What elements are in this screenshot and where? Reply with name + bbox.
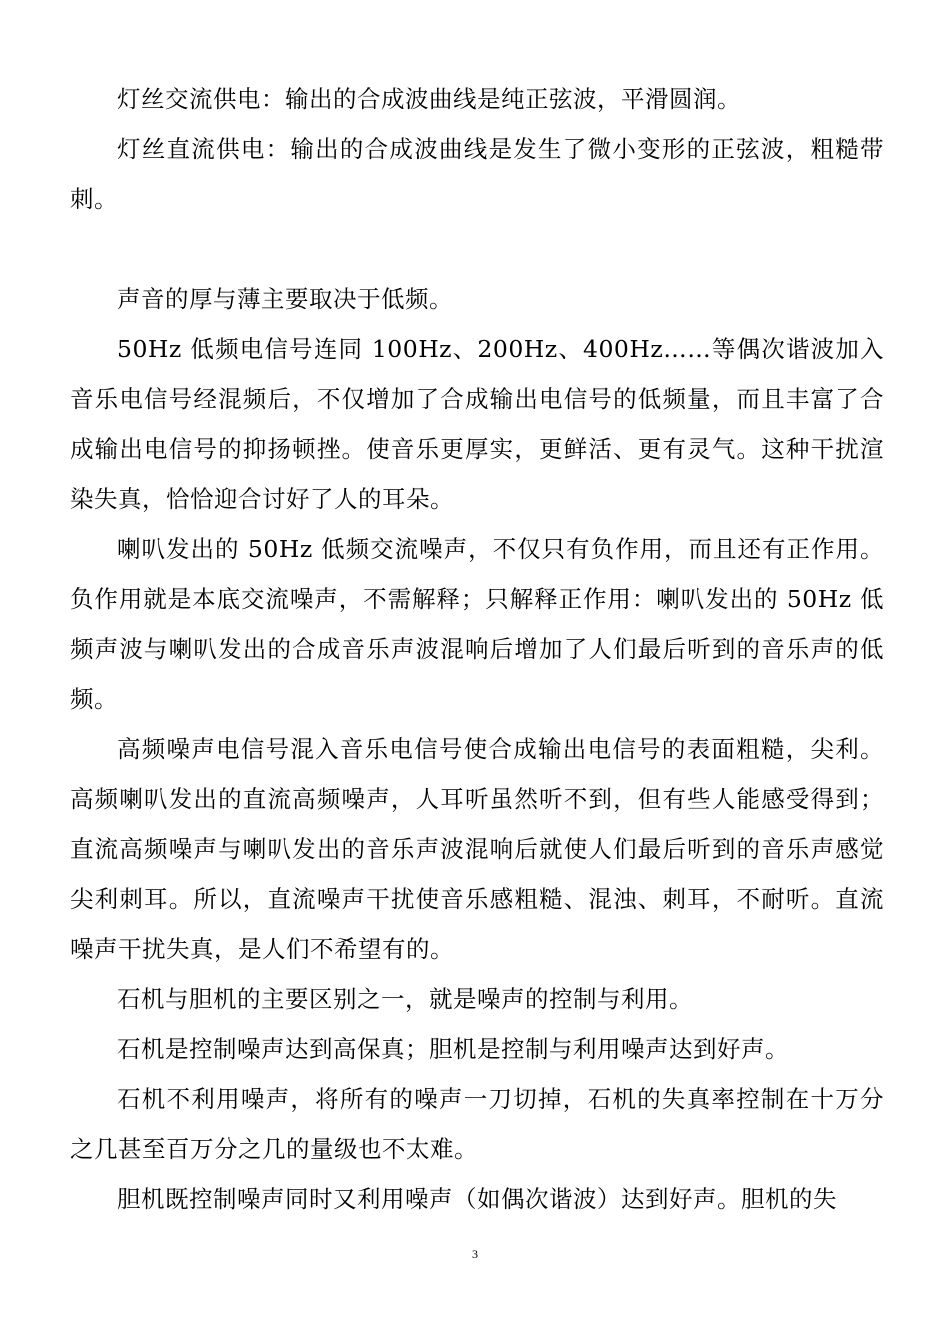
- paragraph-dc-filament: 灯丝直流供电：输出的合成波曲线是发生了微小变形的正弦波，粗糙带刺。: [70, 135, 884, 213]
- paragraph-tube-amp: 胆机既控制噪声同时又利用噪声（如偶次谐波）达到好声。胆机的失: [117, 1185, 837, 1213]
- paragraph-ac-filament: 灯丝交流供电：输出的合成波曲线是纯正弦波，平滑圆润。: [117, 85, 741, 113]
- paragraph-solid-state: 石机不利用噪声，将所有的噪声一刀切掉，石机的失真率控制在十万分之几甚至百万分之几的量级也不太难。: [70, 1085, 884, 1163]
- blank-line: [70, 224, 884, 274]
- paragraph-control-noise: 石机是控制噪声达到高保真；胆机是控制与利用噪声达到好声。: [117, 1035, 789, 1063]
- paragraph-harmonics: 50Hz 低频电信号连同 100Hz、200Hz、400Hz……等偶次谐波加入音乐电信号经混频后，不仅增加了合成输出电信号的低频量，而且丰富了合成输出电信号的抑扬顿挫。使音乐更厚实，更鲜活、更有灵气。这种干扰渲染失真，恰恰迎合讨好了人的耳朵。: [70, 335, 884, 513]
- document-body: [70, 74, 884, 1224]
- paragraph-low-frequency: 声音的厚与薄主要取决于低频。: [117, 285, 453, 313]
- paragraph-high-frequency-noise: 高频噪声电信号混入音乐电信号使合成输出电信号的表面粗糙，尖利。高频喇叭发出的直流高频噪声，人耳听虽然听不到，但有些人能感受得到；直流高频噪声与喇叭发出的音乐声波混响后就使人们最后听到的音乐声感觉尖利刺耳。所以，直流噪声干扰使音乐感粗糙、混浊、刺耳，不耐听。直流噪声干扰失真，是人们不希望有的。: [70, 735, 884, 963]
- page-number: 3: [472, 1247, 478, 1261]
- paragraph-solid-vs-tube: 石机与胆机的主要区别之一，就是噪声的控制与利用。: [117, 985, 693, 1013]
- paragraph-speaker-50hz: 喇叭发出的 50Hz 低频交流噪声，不仅只有负作用，而且还有正作用。负作用就是本底交流噪声，不需解释；只解释正作用：喇叭发出的 50Hz 低频声波与喇叭发出的合成音乐声波混响后增加了人们最后听到的音乐声的低频。: [70, 535, 884, 713]
